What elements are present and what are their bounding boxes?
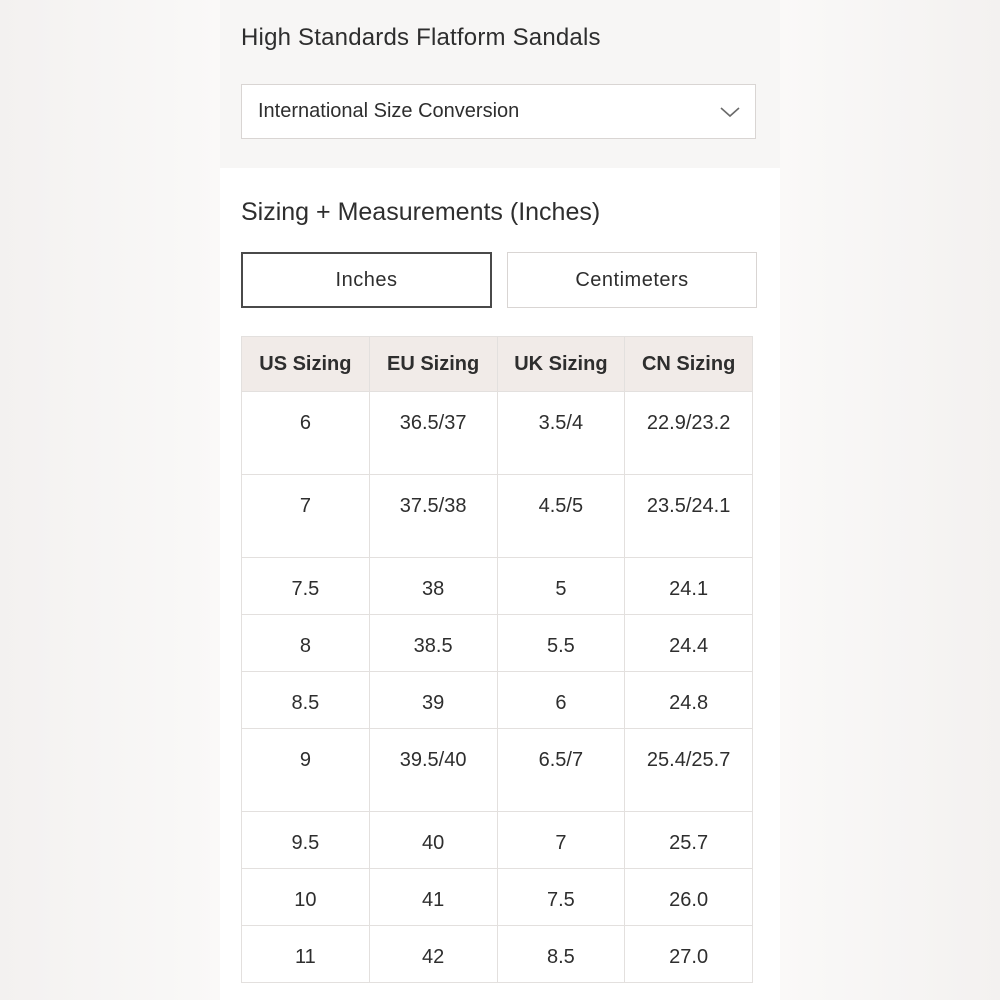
table-row xyxy=(242,672,753,729)
cell-uk: 6 xyxy=(497,672,625,729)
size-table xyxy=(241,336,753,983)
cell-us: 6 xyxy=(242,392,370,475)
product-title: High Standards Flatform Sandals xyxy=(241,24,601,51)
table-row xyxy=(242,812,753,869)
cell-eu: 42 xyxy=(369,926,497,983)
size-conversion-dropdown[interactable] xyxy=(241,84,756,139)
inches-button[interactable]: Inches xyxy=(241,252,492,308)
cell-eu: 39.5/40 xyxy=(369,729,497,812)
cell-cn: 27.0 xyxy=(625,926,753,983)
cell-uk: 6.5/7 xyxy=(497,729,625,812)
header-cn-sizing: CN Sizing xyxy=(625,337,753,392)
cell-cn: 25.7 xyxy=(625,812,753,869)
cell-cn: 24.8 xyxy=(625,672,753,729)
cell-us: 8 xyxy=(242,615,370,672)
header-eu-sizing: EU Sizing xyxy=(369,337,497,392)
cell-eu: 38 xyxy=(369,558,497,615)
table-row xyxy=(242,558,753,615)
cell-eu: 37.5/38 xyxy=(369,475,497,558)
cell-uk: 5.5 xyxy=(497,615,625,672)
cell-cn: 23.5/24.1 xyxy=(625,475,753,558)
cell-cn: 26.0 xyxy=(625,869,753,926)
header-us-sizing: US Sizing xyxy=(242,337,370,392)
cell-eu: 41 xyxy=(369,869,497,926)
header-uk-sizing: UK Sizing xyxy=(497,337,625,392)
centimeters-button[interactable]: Centimeters xyxy=(507,252,757,308)
cell-eu: 38.5 xyxy=(369,615,497,672)
dropdown-selected-value: International Size Conversion xyxy=(258,100,520,122)
cell-uk: 4.5/5 xyxy=(497,475,625,558)
cell-eu: 36.5/37 xyxy=(369,392,497,475)
cell-us: 7 xyxy=(242,475,370,558)
chevron-down-icon xyxy=(719,101,741,123)
cell-cn: 24.1 xyxy=(625,558,753,615)
cell-uk: 7.5 xyxy=(497,869,625,926)
cell-cn: 22.9/23.2 xyxy=(625,392,753,475)
cell-cn: 24.4 xyxy=(625,615,753,672)
cell-us: 11 xyxy=(242,926,370,983)
cell-uk: 7 xyxy=(497,812,625,869)
cell-eu: 40 xyxy=(369,812,497,869)
table-row xyxy=(242,869,753,926)
cell-us: 9 xyxy=(242,729,370,812)
table-row xyxy=(242,475,753,558)
section-title: Sizing + Measurements (Inches) xyxy=(241,198,601,226)
cell-uk: 3.5/4 xyxy=(497,392,625,475)
cell-us: 10 xyxy=(242,869,370,926)
cell-us: 8.5 xyxy=(242,672,370,729)
cell-us: 7.5 xyxy=(242,558,370,615)
table-row xyxy=(242,926,753,983)
cell-us: 9.5 xyxy=(242,812,370,869)
cell-cn: 25.4/25.7 xyxy=(625,729,753,812)
table-row xyxy=(242,615,753,672)
cell-uk: 8.5 xyxy=(497,926,625,983)
cell-eu: 39 xyxy=(369,672,497,729)
table-header-row xyxy=(242,337,753,392)
table-row xyxy=(242,392,753,475)
cell-uk: 5 xyxy=(497,558,625,615)
table-row xyxy=(242,729,753,812)
